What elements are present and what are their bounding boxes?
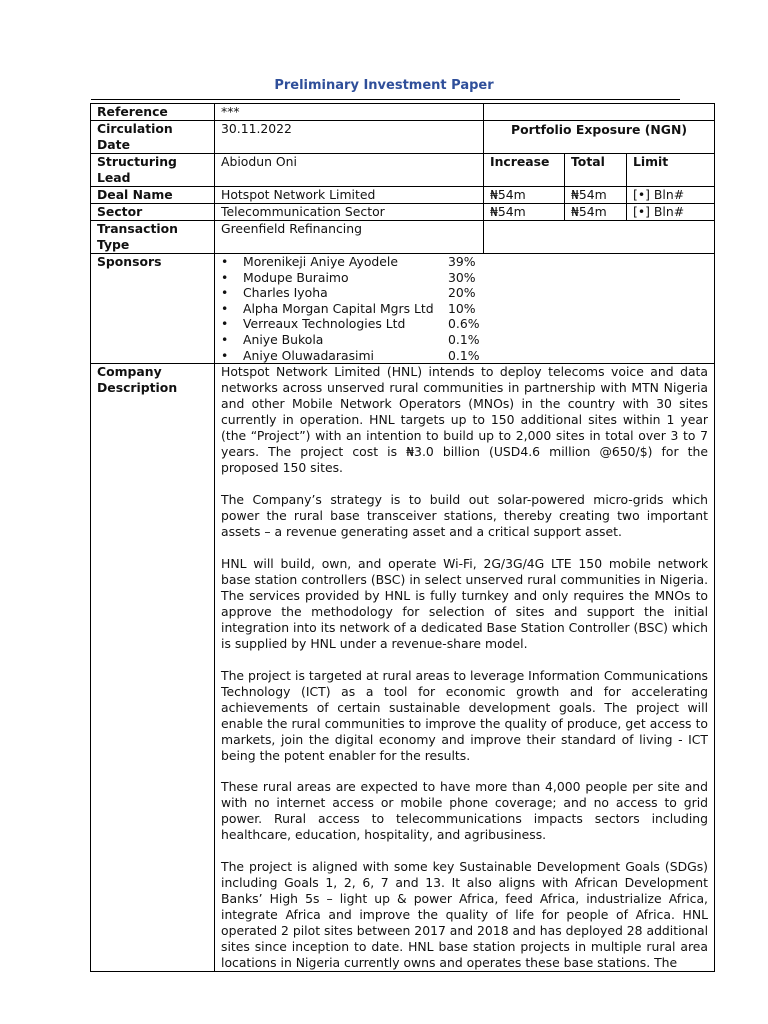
description-paragraph: Hotspot Network Limited (HNL) intends to deploy telecoms voice and data networks across unserved rural communities in partnership with MTN Nigeria and other Mobile Network Operators (MNOs) in the country with 30 sites currently in operation. HNL targets up to 150 additional sites within 1 year (the “Project”) with an intention to build up to 2,000 sites in total over 3 to 7 years. The project cost is ₦3.0 billion (USD4.6 million @650/$) for the proposed 150 sites. (221, 364, 709, 476)
reference-row (91, 104, 715, 121)
sector-row (91, 204, 715, 221)
sector-limit: [•] Bln# (627, 204, 715, 221)
circulation-date-value: 30.11.2022 (215, 121, 484, 154)
circulation-date-row (91, 121, 715, 154)
sponsor-name: Morenikeji Aniye Ayodele (243, 254, 398, 269)
sponsor-percentage: 0.1% (448, 347, 480, 363)
bullet-icon: • (221, 316, 229, 332)
sponsor-item (221, 270, 708, 286)
sponsor-percentage: 10% (448, 300, 476, 316)
sector-label: Sector (91, 204, 215, 221)
company-description-text (215, 364, 715, 972)
sponsor-item (221, 348, 708, 364)
sponsors-label: Sponsors (91, 254, 215, 364)
bullet-icon: • (221, 269, 229, 285)
total-header: Total (565, 154, 627, 187)
sponsor-percentage: 39% (448, 254, 476, 269)
structuring-lead-label: Structuring Lead (91, 154, 215, 187)
deal-name-label: Deal Name (91, 187, 215, 204)
sponsor-percentage: 30% (448, 269, 476, 285)
sponsor-item (221, 301, 708, 317)
circulation-date-label: Circulation Date (91, 121, 215, 154)
structuring-lead-value: Abiodun Oni (215, 154, 484, 187)
company-description-row (91, 364, 715, 972)
sector-total: ₦54m (565, 204, 627, 221)
deal-total: ₦54m (565, 187, 627, 204)
investment-table (90, 103, 715, 972)
sponsor-item (221, 316, 708, 332)
deal-name-row (91, 187, 715, 204)
sponsor-name: Aniye Oluwadarasimi (243, 347, 374, 363)
sponsor-list (221, 254, 708, 363)
sponsor-name: Verreaux Technologies Ltd (243, 316, 406, 332)
reference-value: *** (215, 104, 484, 121)
description-paragraph: HNL will build, own, and operate Wi-Fi, 2G/3G/4G LTE 150 mobile network base station controllers (BSC) in select unserved rural communities in Nigeria. The services provided by HNL is fully turnkey and only requires the MNOs to approve the methodology for selection of sites and support the initial integration into its network of a dedicated Base Station Controller (BSC) which is supplied by HNL under a revenue-share model. (221, 555, 709, 651)
portfolio-exposure-title: Portfolio Exposure (NGN) (484, 121, 715, 154)
reference-label: Reference (91, 104, 215, 121)
sector-increase: ₦54m (484, 204, 565, 221)
sponsor-name: Modupe Buraimo (243, 269, 349, 285)
description-paragraph: These rural areas are expected to have more than 4,000 people per site and with no internet access or mobile phone coverage; and no access to grid power. Rural access to telecommunications impacts sectors including healthcare, education, hospitality, and agribusiness. (221, 779, 709, 843)
deal-increase: ₦54m (484, 187, 565, 204)
bullet-icon: • (221, 285, 229, 301)
bullet-icon: • (221, 347, 229, 363)
sponsor-item (221, 254, 708, 270)
description-paragraph: The Company’s strategy is to build out solar-powered micro-grids which power the rural base transceiver stations, thereby creating two important assets – a revenue generating asset and a critical support asset. (221, 491, 709, 539)
deal-name-value: Hotspot Network Limited (215, 187, 484, 204)
sponsor-name: Alpha Morgan Capital Mgrs Ltd (243, 300, 434, 316)
title-underline (91, 99, 680, 100)
description-paragraph: The project is targeted at rural areas to leverage Information Communications Technology (ICT) as a tool for economic growth and for accelerating achievements of certain sustainable development goals. The project will enable the rural communities to improve the quality of produce, get access to markets, join the digital economy and improve their standard of living - ICT being the potent enabler for the results. (221, 667, 709, 763)
increase-header: Increase (484, 154, 565, 187)
sector-value: Telecommunication Sector (215, 204, 484, 221)
company-description-label: Company Description (91, 364, 215, 972)
sponsor-percentage: 20% (448, 285, 476, 301)
bullet-icon: • (221, 254, 229, 269)
deal-limit: [•] Bln# (627, 187, 715, 204)
sponsor-item (221, 285, 708, 301)
transaction-type-value: Greenfield Refinancing (215, 221, 484, 254)
sponsor-name: Aniye Bukola (243, 331, 324, 347)
sponsors-row (91, 254, 715, 364)
limit-header: Limit (627, 154, 715, 187)
transaction-type-label: Transaction Type (91, 221, 215, 254)
bullet-icon: • (221, 300, 229, 316)
transaction-type-row (91, 221, 715, 254)
description-paragraph: The project is aligned with some key Sustainable Development Goals (SDGs) including Goals 1, 2, 6, 7 and 13. It also aligns with African Development Banks’ High 5s – light up & power Africa, feed Africa, industrialize Africa, integrate Africa and improve the quality of life for people of Africa. HNL operated 2 pilot sites between 2017 and 2018 and has deployed 28 additional sites since inception to date. HNL base station projects in multiple rural area locations in Nigeria currently owns and operates these base stations. The (221, 859, 709, 971)
bullet-icon: • (221, 331, 229, 347)
sponsor-name: Charles Iyoha (243, 285, 328, 301)
sponsor-percentage: 0.1% (448, 331, 480, 347)
sponsor-item (221, 332, 708, 348)
structuring-lead-row (91, 154, 715, 187)
sponsor-percentage: 0.6% (448, 316, 480, 332)
page-title: Preliminary Investment Paper (274, 78, 494, 93)
